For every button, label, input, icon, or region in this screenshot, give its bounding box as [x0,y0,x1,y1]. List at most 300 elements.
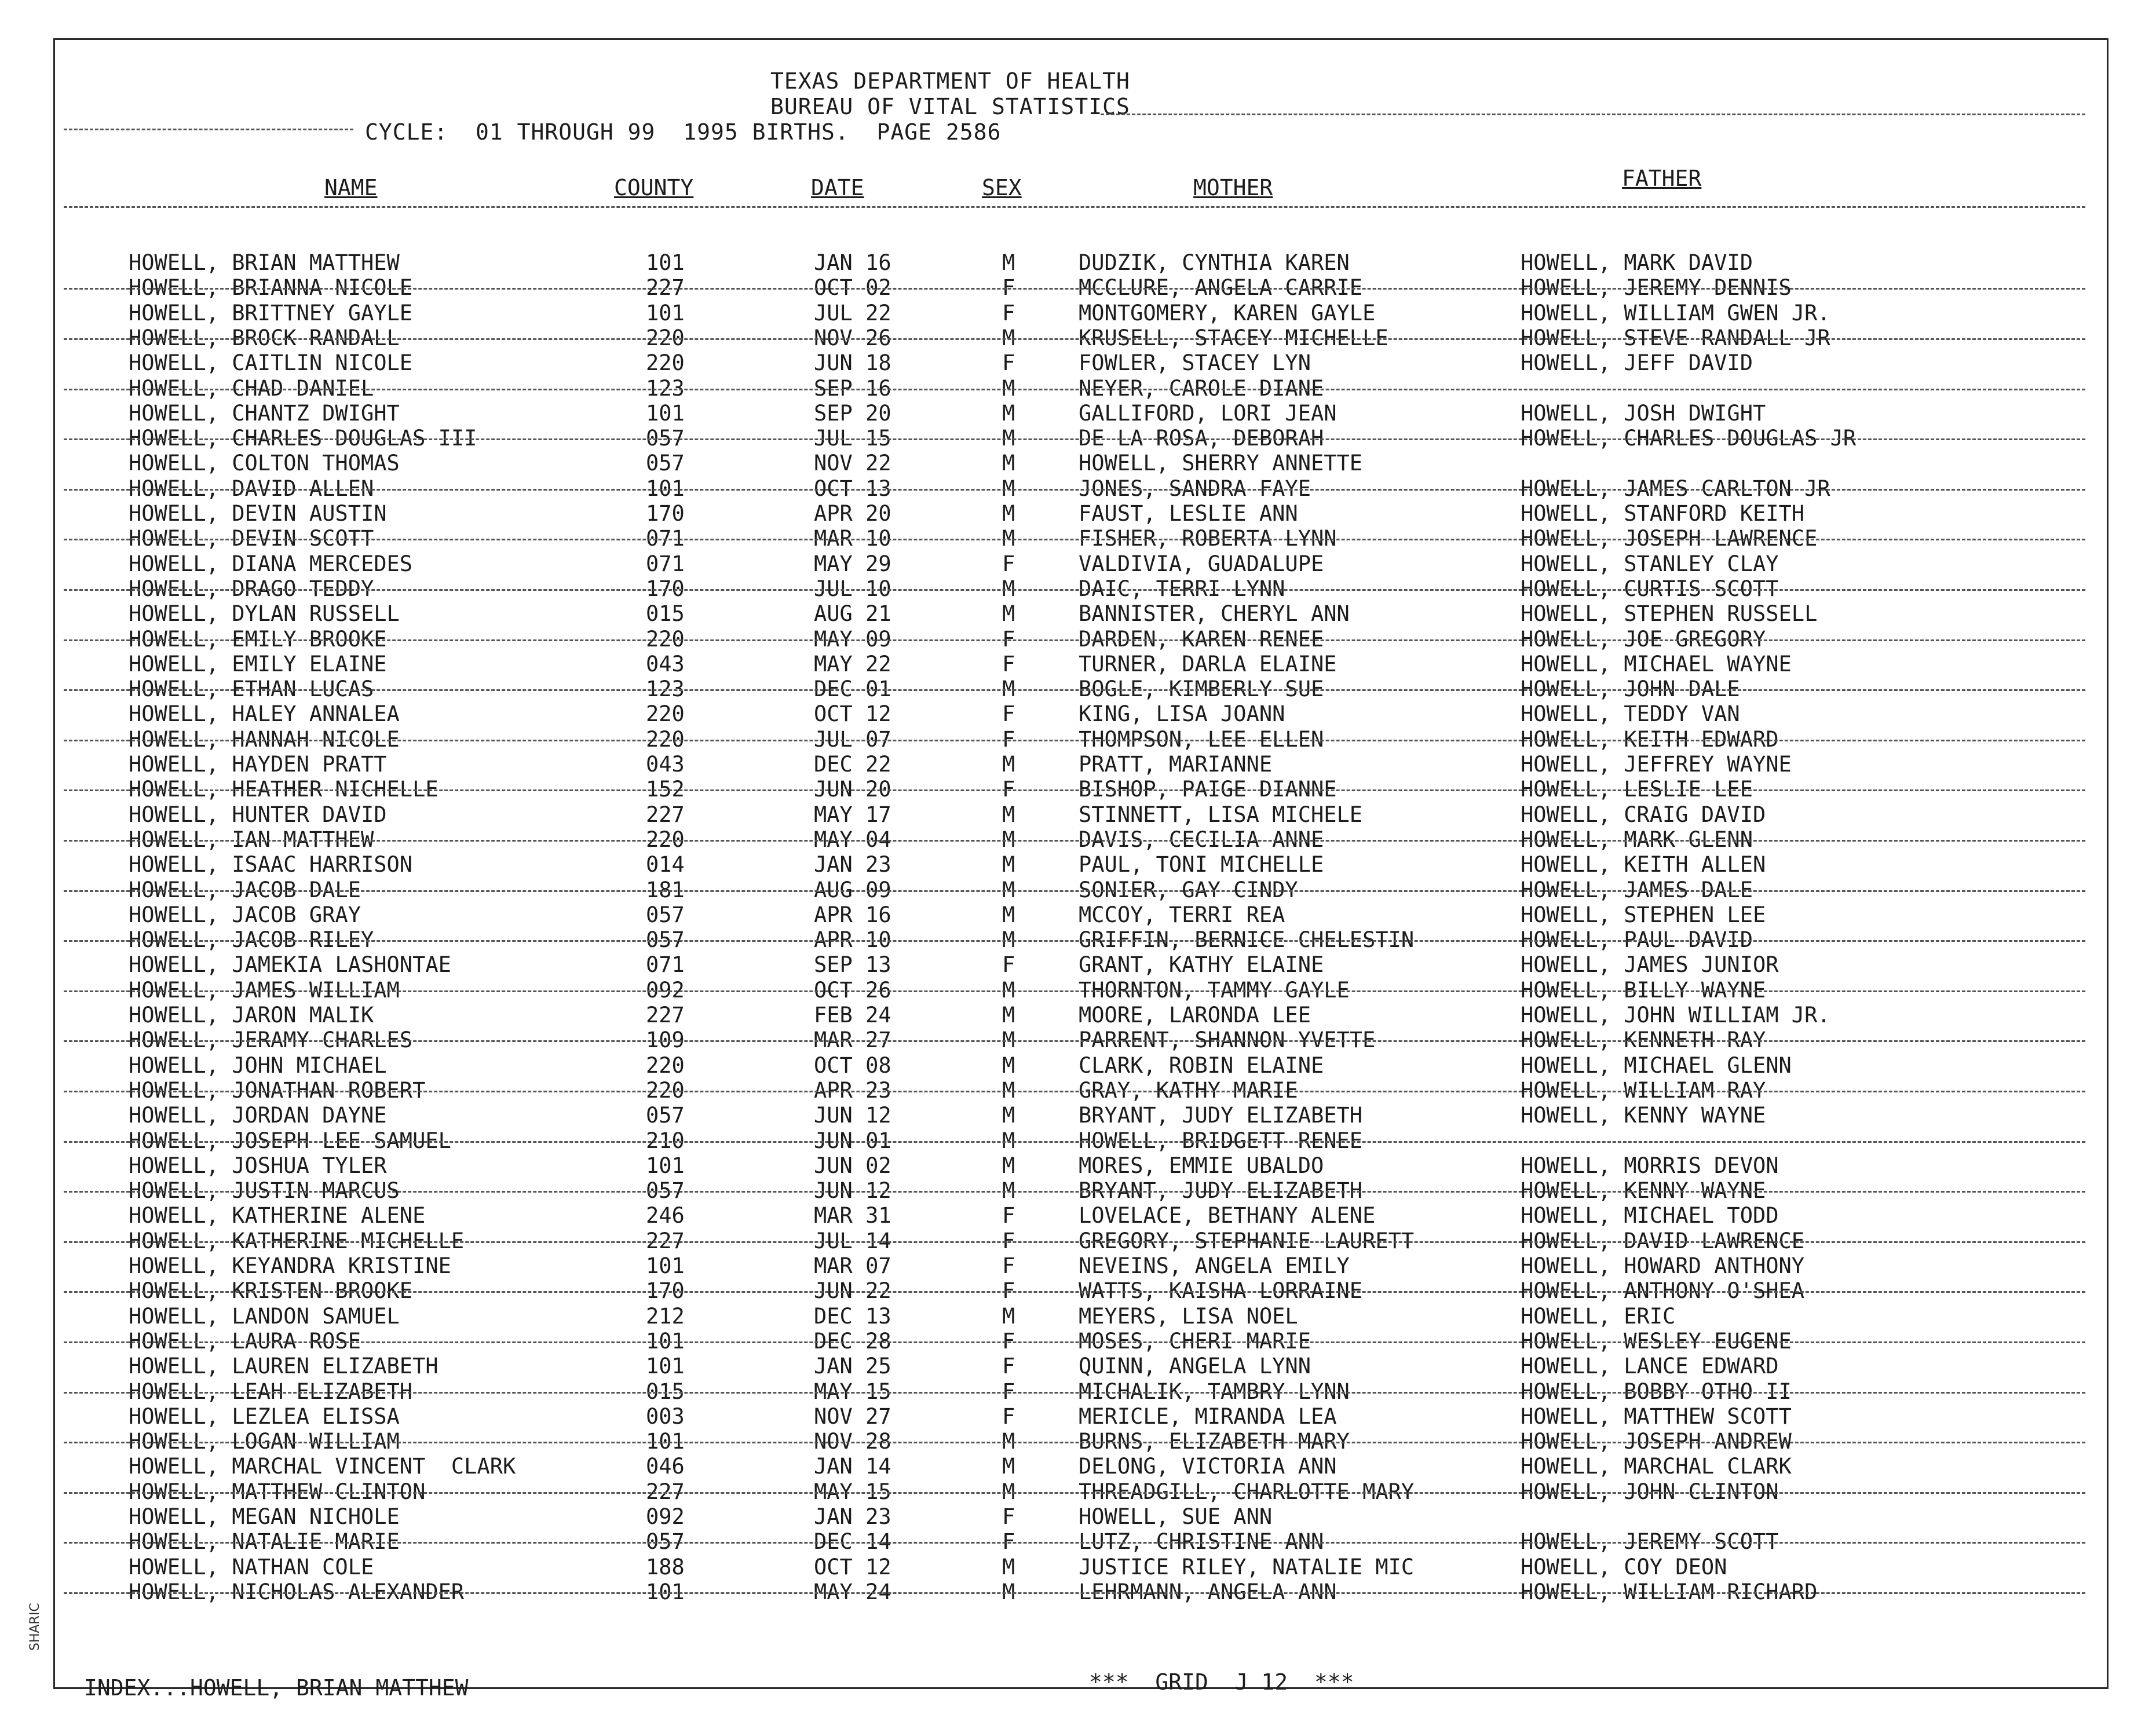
table-row [0,902,2085,927]
cell-name: HOWELL, NATALIE MARIE [129,1529,400,1555]
cell-date: APR 20 [814,501,891,526]
cell-name: HOWELL, JAMES WILLIAM [129,977,400,1003]
cell-county: 109 [646,1028,685,1053]
column-header-county: COUNTY [614,175,694,200]
cell-county: 101 [646,1253,685,1278]
cell-county: 101 [646,1153,685,1178]
cell-father: HOWELL, JOHN CLINTON [1521,1479,1779,1504]
cell-sex: M [1002,1178,1015,1204]
cell-name: HOWELL, CHARLES DOUGLAS III [129,426,477,451]
cell-date: OCT 02 [814,275,891,301]
column-header-divider [64,206,2085,208]
cell-mother: PAUL, TONI MICHELLE [1079,852,1324,878]
table-row [0,1504,2085,1529]
cell-sex: F [1002,1529,1015,1555]
cell-county: 170 [646,1278,685,1304]
cell-name: HOWELL, JOSHUA TYLER [129,1153,387,1178]
cell-county: 220 [646,827,685,852]
cell-father: HOWELL, PAUL DAVID [1521,927,1753,953]
cell-mother: HOWELL, SHERRY ANNETTE [1079,451,1363,476]
cell-mother: LOVELACE, BETHANY ALENE [1079,1203,1376,1229]
cell-sex: F [1002,1504,1015,1529]
cell-sex: M [1002,1128,1015,1153]
cell-mother: MONTGOMERY, KAREN GAYLE [1079,300,1376,326]
cell-mother: GALLIFORD, LORI JEAN [1079,400,1337,426]
cell-name: HOWELL, LAUREN ELIZABETH [129,1354,438,1379]
cell-date: MAY 22 [814,651,891,677]
cell-mother: MERICLE, MIRANDA LEA [1079,1403,1337,1429]
cell-name: HOWELL, LEAH ELIZABETH [129,1379,413,1404]
row-divider [64,890,2085,892]
row-divider [64,438,2085,440]
cell-sex: M [1002,501,1015,526]
cell-date: MAY 15 [814,1379,891,1404]
cell-name: HOWELL, NICHOLAS ALEXANDER [129,1579,465,1604]
cell-county: 057 [646,1178,685,1204]
cell-mother: KING, LISA JOANN [1079,701,1285,727]
cell-name: HOWELL, HEATHER NICHELLE [129,777,438,802]
cell-father: HOWELL, KENNY WAYNE [1521,1103,1766,1128]
cell-name: HOWELL, DEVIN SCOTT [129,526,374,551]
cell-father: HOWELL, CHARLES DOUGLAS JR [1521,426,1857,451]
cell-date: MAY 04 [814,827,891,852]
cell-date: JAN 23 [814,1504,891,1529]
cell-date: AUG 21 [814,601,891,627]
cell-mother: DELONG, VICTORIA ANN [1079,1454,1337,1479]
cell-county: 057 [646,1529,685,1555]
cell-mother: QUINN, ANGELA LYNN [1079,1354,1311,1379]
cell-date: DEC 28 [814,1328,891,1354]
cell-sex: F [1002,626,1015,652]
cell-county: 227 [646,1228,685,1253]
cell-date: MAR 27 [814,1028,891,1053]
cell-date: JAN 23 [814,852,891,878]
table-row [0,752,2085,777]
row-divider [64,589,2085,591]
cell-county: 220 [646,726,685,752]
cell-mother: MCCLURE, ANGELA CARRIE [1079,275,1363,301]
cell-mother: CLARK, ROBIN ELAINE [1079,1052,1324,1078]
row-divider [64,1291,2085,1293]
cell-county: 227 [646,802,685,827]
cell-sex: M [1002,375,1015,401]
grid-footer: *** GRID J 12 *** [1089,1669,1354,1695]
cell-father: HOWELL, JOSEPH ANDREW [1521,1429,1792,1454]
cell-name: HOWELL, HANNAH NICOLE [129,726,400,752]
cell-name: HOWELL, KEYANDRA KRISTINE [129,1253,451,1278]
row-divider [64,789,2085,791]
table-row [0,1153,2085,1178]
cell-sex: F [1002,1278,1015,1304]
table-row [0,501,2085,526]
cell-mother: DAIC, TERRI LYNN [1079,576,1285,601]
cell-sex: M [1002,250,1015,275]
cell-county: 220 [646,350,685,376]
cell-father: HOWELL, STEPHEN LEE [1521,902,1766,927]
cell-father: HOWELL, MICHAEL TODD [1521,1203,1779,1229]
cell-mother: FISHER, ROBERTA LYNN [1079,526,1337,551]
cell-county: 210 [646,1128,685,1153]
cell-mother: BURNS, ELIZABETH MARY [1079,1429,1350,1454]
cell-date: NOV 26 [814,325,891,350]
cell-mother: SONIER, GAY CINDY [1079,877,1298,902]
cell-date: NOV 22 [814,451,891,476]
row-divider [64,1392,2085,1394]
cell-date: MAR 07 [814,1253,891,1278]
cell-name: HOWELL, JERAMY CHARLES [129,1028,413,1053]
row-divider [64,489,2085,491]
cell-mother: MCCOY, TERRI REA [1079,902,1285,927]
cell-date: JUL 10 [814,576,891,601]
cell-mother: DARDEN, KAREN RENEE [1079,626,1324,652]
cell-county: 057 [646,902,685,927]
row-divider [64,389,2085,390]
cell-father: HOWELL, JEREMY SCOTT [1521,1529,1779,1555]
cell-mother: DUDZIK, CYNTHIA KAREN [1079,250,1350,275]
cell-father: HOWELL, BILLY WAYNE [1521,977,1766,1003]
cell-name: HOWELL, HUNTER DAVID [129,802,387,827]
cell-sex: M [1002,1052,1015,1078]
cell-date: SEP 16 [814,375,891,401]
cell-county: 015 [646,601,685,627]
cell-father: HOWELL, LESLIE LEE [1521,777,1753,802]
cell-name: HOWELL, DAVID ALLEN [129,476,374,501]
cell-sex: F [1002,350,1015,376]
cell-sex: F [1002,726,1015,752]
cell-father: HOWELL, JAMES JUNIOR [1521,952,1779,978]
cell-mother: THREADGILL, CHARLOTTE MARY [1079,1479,1415,1504]
cell-father: HOWELL, MARK DAVID [1521,250,1753,275]
cell-county: 181 [646,877,685,902]
cell-name: HOWELL, ISAAC HARRISON [129,852,413,878]
cell-mother: GREGORY, STEPHANIE LAURETT [1079,1228,1415,1253]
cell-sex: M [1002,476,1015,501]
cell-date: JUL 22 [814,300,891,326]
cell-father: HOWELL, KEITH ALLEN [1521,852,1766,878]
cell-father: HOWELL, MICHAEL WAYNE [1521,651,1792,677]
row-divider [64,1241,2085,1243]
table-row [0,551,2085,576]
table-row [0,301,2085,326]
cell-name: HOWELL, KATHERINE ALENE [129,1203,426,1229]
table-row [0,451,2085,476]
cell-mother: VALDIVIA, GUADALUPE [1079,551,1324,576]
cell-county: 046 [646,1454,685,1479]
cell-county: 015 [646,1379,685,1404]
cell-mother: BANNISTER, CHERYL ANN [1079,601,1350,627]
cell-father: HOWELL, HOWARD ANTHONY [1521,1253,1805,1278]
table-row [0,1354,2085,1379]
cell-county: 003 [646,1403,685,1429]
cell-name: HOWELL, ETHAN LUCAS [129,677,374,702]
cell-father: HOWELL, JAMES CARLTON JR [1521,476,1830,501]
row-divider [64,689,2085,691]
table-row [0,1304,2085,1329]
cell-county: 101 [646,1354,685,1379]
cell-date: MAR 10 [814,526,891,551]
cell-county: 220 [646,1077,685,1103]
cell-father: HOWELL, DAVID LAWRENCE [1521,1228,1805,1253]
cell-date: JUN 01 [814,1128,891,1153]
cell-name: HOWELL, LEZLEA ELISSA [129,1403,400,1429]
cell-mother: MICHALIK, TAMBRY LYNN [1079,1379,1350,1404]
cell-sex: M [1002,902,1015,927]
cell-county: 057 [646,1103,685,1128]
cell-date: SEP 13 [814,952,891,978]
cell-mother: LUTZ, CHRISTINE ANN [1079,1529,1324,1555]
cell-date: MAR 31 [814,1203,891,1229]
cell-county: 220 [646,1052,685,1078]
cell-sex: M [1002,1579,1015,1604]
cell-date: JUN 18 [814,350,891,376]
cell-name: HOWELL, JACOB GRAY [129,902,361,927]
index-footer: INDEX...HOWELL, BRIAN MATTHEW [84,1675,469,1701]
cell-county: 043 [646,651,685,677]
table-row [0,1404,2085,1429]
table-row [0,1103,2085,1128]
cell-name: HOWELL, MARCHAL VINCENT CLARK [129,1454,516,1479]
column-header-mother: MOTHER [1193,175,1273,200]
department-title: TEXAS DEPARTMENT OF HEALTH [770,68,1130,94]
cell-mother: JUSTICE RILEY, NATALIE MIC [1079,1554,1415,1580]
table-row [0,652,2085,677]
cell-sex: M [1002,802,1015,827]
cell-father: HOWELL, JEREMY DENNIS [1521,275,1792,301]
cell-mother: DAVIS, CECILIA ANNE [1079,827,1324,852]
cell-sex: M [1002,827,1015,852]
cell-county: 227 [646,1479,685,1504]
cell-name: HOWELL, DIANA MERCEDES [129,551,413,576]
cell-date: JUN 12 [814,1178,891,1204]
cell-date: OCT 26 [814,977,891,1003]
cell-mother: MORES, EMMIE UBALDO [1079,1153,1324,1178]
cell-father: HOWELL, CURTIS SCOTT [1521,576,1779,601]
cell-name: HOWELL, BRITTNEY GAYLE [129,300,413,326]
row-divider [64,288,2085,290]
cell-sex: M [1002,1303,1015,1329]
cell-date: JUN 22 [814,1278,891,1304]
cell-date: MAY 17 [814,802,891,827]
cell-mother: TURNER, DARLA ELAINE [1079,651,1337,677]
cell-name: HOWELL, LAURA ROSE [129,1328,361,1354]
cell-county: 220 [646,626,685,652]
cell-sex: M [1002,1028,1015,1053]
cell-father: HOWELL, TEDDY VAN [1521,701,1740,727]
table-row [0,350,2085,375]
cell-date: NOV 27 [814,1403,891,1429]
row-divider [64,338,2085,340]
cell-county: 057 [646,927,685,953]
cell-name: HOWELL, HALEY ANNALEA [129,701,400,727]
cell-mother: GRAY, KATHY MARIE [1079,1077,1298,1103]
cell-sex: M [1002,526,1015,551]
cell-date: APR 23 [814,1077,891,1103]
cell-sex: M [1002,601,1015,627]
cell-father: HOWELL, ANTHONY O'SHEA [1521,1278,1805,1304]
row-divider [64,639,2085,641]
side-stamp: SHARIC [28,1603,42,1651]
cell-sex: M [1002,1153,1015,1178]
cell-date: JUN 02 [814,1153,891,1178]
table-row [0,1203,2085,1228]
row-divider [64,1191,2085,1193]
cell-mother: BISHOP, PAIGE DIANNE [1079,777,1337,802]
cell-father: HOWELL, MARK GLENN [1521,827,1753,852]
cell-county: 101 [646,1579,685,1604]
cell-father: HOWELL, STANLEY CLAY [1521,551,1779,576]
cell-mother: NEVEINS, ANGELA EMILY [1079,1253,1350,1278]
cell-mother: KRUSELL, STACEY MICHELLE [1079,325,1388,350]
cell-name: HOWELL, JACOB RILEY [129,927,374,953]
cell-county: 101 [646,1328,685,1354]
header-divider-left [64,129,353,130]
cell-date: SEP 20 [814,400,891,426]
cell-sex: M [1002,1003,1015,1028]
cell-father: HOWELL, MATTHEW SCOTT [1521,1403,1792,1429]
cell-county: 227 [646,275,685,301]
cell-sex: F [1002,1253,1015,1278]
cell-sex: M [1002,1479,1015,1504]
cell-name: HOWELL, IAN MATTHEW [129,827,374,852]
cell-sex: M [1002,927,1015,953]
cell-county: 101 [646,1429,685,1454]
bureau-title: BUREAU OF VITAL STATISTICS [770,94,1130,119]
cell-mother: MOORE, LARONDA LEE [1079,1003,1311,1028]
cell-sex: M [1002,1429,1015,1454]
cell-sex: M [1002,1077,1015,1103]
cell-date: OCT 08 [814,1052,891,1078]
cell-father: HOWELL, JOSEPH LAWRENCE [1521,526,1818,551]
cell-sex: F [1002,551,1015,576]
cell-mother: BOGLE, KIMBERLY SUE [1079,677,1324,702]
cell-date: OCT 13 [814,476,891,501]
cell-date: DEC 14 [814,1529,891,1555]
cell-father: HOWELL, WILLIAM RAY [1521,1077,1766,1103]
row-divider [64,940,2085,942]
cell-name: HOWELL, HAYDEN PRATT [129,752,387,777]
cell-father: HOWELL, WILLIAM GWEN JR. [1521,300,1830,326]
cell-mother: HOWELL, BRIDGETT RENEE [1079,1128,1363,1153]
cell-father: HOWELL, KEITH EDWARD [1521,726,1779,752]
cell-county: 071 [646,551,685,576]
cell-name: HOWELL, JACOB DALE [129,877,361,902]
cell-county: 101 [646,400,685,426]
cell-date: AUG 09 [814,877,891,902]
cell-name: HOWELL, EMILY BROOKE [129,626,387,652]
cell-name: HOWELL, DEVIN AUSTIN [129,501,387,526]
cell-mother: GRIFFIN, BERNICE CHELESTIN [1079,927,1415,953]
cell-father: HOWELL, JEFFREY WAYNE [1521,752,1792,777]
column-header-sex: SEX [982,175,1022,200]
cell-county: 057 [646,426,685,451]
cell-county: 101 [646,300,685,326]
row-divider [64,539,2085,540]
cell-father: HOWELL, LANCE EDWARD [1521,1354,1779,1379]
cell-sex: M [1002,852,1015,878]
cell-mother: PRATT, MARIANNE [1079,752,1273,777]
cell-father: HOWELL, STANFORD KEITH [1521,501,1805,526]
cell-sex: M [1002,325,1015,350]
row-divider [64,1442,2085,1443]
cell-father: HOWELL, JOHN DALE [1521,677,1740,702]
cell-date: FEB 24 [814,1003,891,1028]
row-divider [64,740,2085,741]
cell-father: HOWELL, MICHAEL GLENN [1521,1052,1792,1078]
row-divider [64,1542,2085,1544]
cell-county: 123 [646,375,685,401]
column-header-date: DATE [811,175,864,200]
cell-date: MAY 29 [814,551,891,576]
cell-mother: FAUST, LESLIE ANN [1079,501,1298,526]
cell-county: 188 [646,1554,685,1580]
cell-name: HOWELL, JOSEPH LEE SAMUEL [129,1128,451,1153]
row-divider [64,1341,2085,1343]
cell-father: HOWELL, STEPHEN RUSSELL [1521,601,1818,627]
cell-father: HOWELL, WILLIAM RICHARD [1521,1579,1818,1604]
cell-name: HOWELL, JARON MALIK [129,1003,374,1028]
cell-father: HOWELL, MARCHAL CLARK [1521,1454,1792,1479]
row-divider [64,1141,2085,1143]
cell-county: 220 [646,325,685,350]
cell-county: 123 [646,677,685,702]
header-divider-right [1101,114,2085,115]
cell-date: DEC 13 [814,1303,891,1329]
cell-father: HOWELL, KENNETH RAY [1521,1028,1766,1053]
table-row [0,1003,2085,1028]
cell-county: 092 [646,977,685,1003]
cell-sex: M [1002,1454,1015,1479]
cell-father: HOWELL, JAMES DALE [1521,877,1753,902]
cell-sex: M [1002,677,1015,702]
row-divider [64,1091,2085,1092]
table-row [0,701,2085,726]
cell-county: 043 [646,752,685,777]
cell-date: MAY 09 [814,626,891,652]
cell-county: 014 [646,852,685,878]
cell-county: 101 [646,250,685,275]
column-header-father: FATHER [1622,166,1702,191]
cell-mother: JONES, SANDRA FAYE [1079,476,1311,501]
table-row [0,1555,2085,1580]
cell-county: 152 [646,777,685,802]
cell-name: HOWELL, BRIANNA NICOLE [129,275,413,301]
cell-sex: M [1002,400,1015,426]
cell-name: HOWELL, JAMEKIA LASHONTAE [129,952,451,978]
table-row [0,952,2085,977]
cell-name: HOWELL, LOGAN WILLIAM [129,1429,400,1454]
cell-father: HOWELL, CRAIG DAVID [1521,802,1766,827]
cell-sex: M [1002,1103,1015,1128]
row-divider [64,990,2085,992]
cell-sex: F [1002,651,1015,677]
row-divider [64,1040,2085,1042]
cell-sex: M [1002,877,1015,902]
table-row [0,802,2085,827]
cell-date: JAN 25 [814,1354,891,1379]
cell-sex: M [1002,426,1015,451]
cell-sex: F [1002,777,1015,802]
table-row [0,250,2085,275]
cell-sex: M [1002,576,1015,601]
cell-father: HOWELL, KENNY WAYNE [1521,1178,1766,1204]
cell-county: 227 [646,1003,685,1028]
cell-name: HOWELL, COLTON THOMAS [129,451,400,476]
cell-sex: F [1002,1403,1015,1429]
cell-county: 071 [646,952,685,978]
cell-date: JUN 12 [814,1103,891,1128]
cell-sex: F [1002,1379,1015,1404]
cell-mother: NEYER, CAROLE DIANE [1079,375,1324,401]
